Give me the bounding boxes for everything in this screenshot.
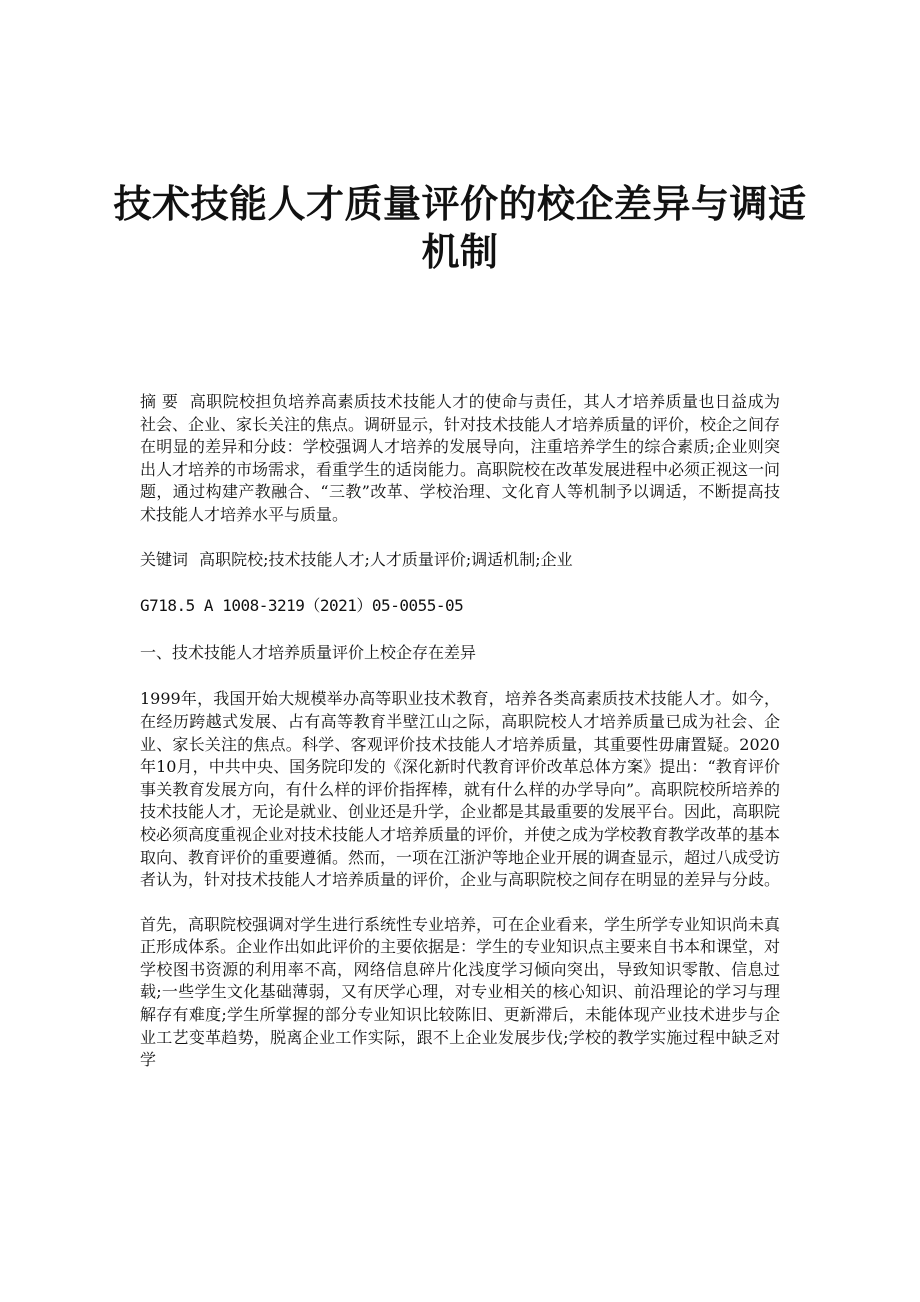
keywords-label: 关键词 [140, 549, 189, 569]
keywords [140, 549, 780, 572]
abstract-label: 摘 要 [140, 392, 179, 411]
body-paragraph: 1999年，我国开始大规模举办高等职业技术教育，培养各类高素质技术技能人才。如今，在经历跨越式发展、占有高等教育半壁江山之际，高职院校人才培养质量已成为社会、企业、家长关注的焦点。科学、客观评价技术技能人才培养质量，其重要性毋庸置疑。2020年10月，中共中央、国务院印发的《深化新时代教育评价改革总体方案》提出：“教育评价事关教育发展方向，有什么样的评价指挥棒，就有什么样的办学导向”。高职院校所培养的技术技能人才，无论是就业、创业还是升学，企业都是其最重要的发展平台。因此，高职院校必须高度重视企业对技术技能人才培养质量的评价，并使之成为学校教育教学改革的基本取向、教育评价的重要遵循。然而，一项在江浙沪等地企业开展的调查显示，超过八成受访者认为，针对技术技能人才培养质量的评价，企业与高职院校之间存在明显的差异与分歧。 [140, 689, 781, 890]
document-title: 技术技能人才质量评价的校企差异与调适机制 [113, 182, 807, 274]
section-heading: 一、技术技能人才培养质量评价上校企存在差异 [140, 642, 477, 662]
abstract [140, 391, 780, 527]
body-paragraph: 首先，高职院校强调对学生进行系统性专业培养，可在企业看来，学生所学专业知识尚未真正形成体系。企业作出如此评价的主要依据是：学生的专业知识点主要来自书本和课堂，对学校图书资源的利用率不高，网络信息碎片化浅度学习倾向突出，导致知识零散、信息过载;一些学生文化基础薄弱，又有厌学心理，对专业相关的核心知识、前沿理论的学习与理解存有难度;学生所掌握的部分专业知识比较陈旧、更新滞后，未能体现产业技术进步与企业工艺变革趋势，脱离企业工作实际，跟不上企业发展步伐;学校的教学实施过程中缺乏对学 [140, 914, 781, 1070]
document-body [140, 391, 780, 1094]
keywords-text: 高职院校;技术技能人才;人才质量评价;调适机制;企业 [199, 549, 573, 569]
abstract-text: 高职院校担负培养高素质技术技能人才的使命与责任，其人才培养质量也日益成为社会、企业、家长关注的焦点。调研显示，针对技术技能人才培养质量的评价，校企之间存在明显的差异和分歧：学校强调人才培养的发展导向，注重培养学生的综合素质;企业则突出人才培养的市场需求，看重学生的适岗能力。高职院校在改革发展进程中必须正视这一问题，通过构建产教融合、“三教”改革、学校治理、文化育人等机制予以调适，不断提高技术技能人才培养水平与质量。 [140, 392, 781, 524]
classification-code: G718.5 A 1008-3219（2021）05-0055-05 [140, 596, 464, 616]
